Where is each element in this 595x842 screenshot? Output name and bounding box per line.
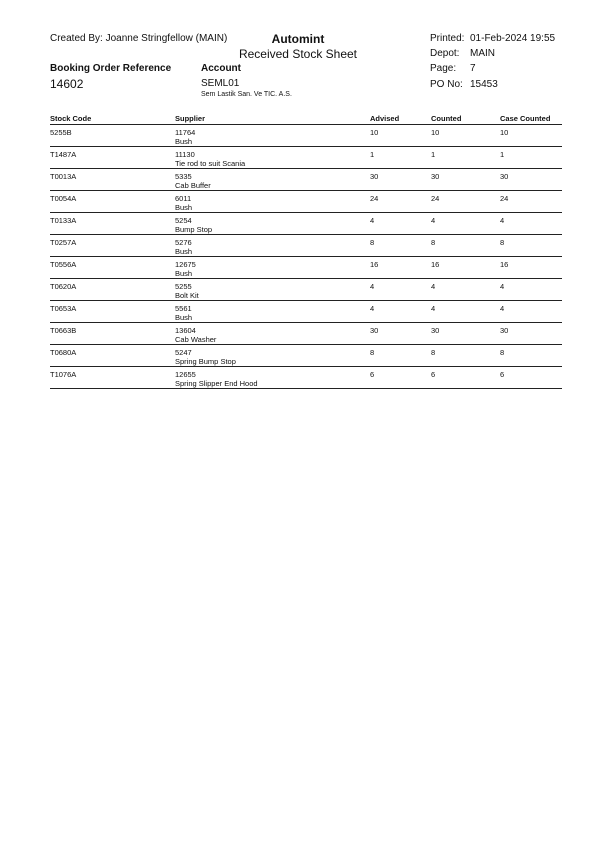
col-supplier: Supplier [175,114,206,123]
item-description: Bump Stop [175,225,213,234]
printed-value: 01-Feb-2024 19:55 [470,33,556,44]
account-name: Sem Lastik San. Ve TIC. A.S. [201,91,292,98]
created-by: Created By: Joanne Stringfellow (MAIN) [50,33,228,44]
col-stock-code: Stock Code [50,114,92,123]
advised-qty: 30 [370,326,379,335]
stock-code: 5255B [50,128,72,137]
stock-code: T0680A [50,348,77,357]
table-row [50,345,562,367]
case-counted-qty: 4 [500,304,505,313]
depot-value: MAIN [470,48,495,59]
item-description: Bolt Kit [175,291,199,300]
table-header [50,113,562,125]
stock-code: T0133A [50,216,77,225]
po-label: PO No: [430,79,463,90]
table-row [50,301,562,323]
case-counted-qty: 30 [500,326,509,335]
col-case-counted: Case Counted [500,114,551,123]
item-description: Bush [175,247,193,256]
case-counted-qty: 24 [500,194,509,203]
page-value: 7 [470,63,476,74]
supplier-code: 5247 [175,348,192,357]
stock-code: T1076A [50,370,77,379]
counted-qty: 24 [431,194,440,203]
case-counted-qty: 8 [500,238,505,247]
stock-code: T0013A [50,172,77,181]
po-value: 15453 [470,79,498,90]
counted-qty: 1 [431,150,436,159]
supplier-code: 12675 [175,260,196,269]
item-description: Bush [175,269,193,278]
stock-code: T0054A [50,194,77,203]
counted-qty: 16 [431,260,440,269]
counted-qty: 4 [431,304,436,313]
stock-code: T0620A [50,282,77,291]
account-code: SEML01 [201,78,240,89]
case-counted-qty: 1 [500,150,505,159]
table-row [50,279,562,301]
case-counted-qty: 8 [500,348,505,357]
supplier-code: 5561 [175,304,192,313]
col-counted: Counted [431,114,462,123]
supplier-code: 5335 [175,172,192,181]
case-counted-qty: 16 [500,260,509,269]
stock-code: T0653A [50,304,77,313]
counted-qty: 8 [431,348,436,357]
advised-qty: 8 [370,348,375,357]
stock-code: T1487A [50,150,77,159]
case-counted-qty: 30 [500,172,509,181]
col-advised: Advised [370,114,400,123]
table-row [50,213,562,235]
advised-qty: 10 [370,128,379,137]
item-description: Bush [175,313,193,322]
counted-qty: 30 [431,172,440,181]
supplier-code: 5254 [175,216,192,225]
item-description: Spring Bump Stop [175,357,236,366]
advised-qty: 8 [370,238,375,247]
stock-code: T0257A [50,238,77,247]
supplier-code: 6011 [175,194,192,203]
advised-qty: 4 [370,216,375,225]
counted-qty: 10 [431,128,440,137]
advised-qty: 6 [370,370,375,379]
counted-qty: 6 [431,370,436,379]
supplier-code: 11130 [175,150,195,159]
table-row [50,169,562,191]
table-row [50,147,562,169]
page-label: Page: [430,63,457,74]
supplier-code: 12655 [175,370,196,379]
table-row [50,257,562,279]
case-counted-qty: 6 [500,370,505,379]
stock-table [50,113,562,389]
counted-qty: 8 [431,238,436,247]
supplier-code: 13604 [175,326,196,335]
supplier-code: 5255 [175,282,192,291]
sheet-title: Received Stock Sheet [238,47,358,61]
advised-qty: 4 [370,304,375,313]
advised-qty: 4 [370,282,375,291]
counted-qty: 4 [431,216,436,225]
table-row [50,323,562,345]
depot-label: Depot: [430,48,460,59]
table-row [50,367,562,389]
company-name: Automint [271,32,325,46]
supplier-code: 11764 [175,128,196,137]
supplier-code: 5276 [175,238,192,247]
case-counted-qty: 4 [500,282,505,291]
advised-qty: 16 [370,260,379,269]
table-row [50,191,562,213]
advised-qty: 1 [370,150,375,159]
table-row [50,235,562,257]
item-description: Spring Slipper End Hood [175,379,258,388]
advised-qty: 30 [370,172,379,181]
account-label: Account [201,63,241,74]
item-description: Cab Washer [175,335,217,344]
stock-code: T0663B [50,326,77,335]
table-row [50,125,562,147]
item-description: Bush [175,203,193,212]
item-description: Cab Buffer [175,181,211,190]
case-counted-qty: 10 [500,128,509,137]
counted-qty: 4 [431,282,436,291]
booking-order-value: 14602 [50,77,84,91]
case-counted-qty: 4 [500,216,505,225]
stock-code: T0556A [50,260,77,269]
booking-order-label: Booking Order Reference [50,63,172,74]
counted-qty: 30 [431,326,440,335]
advised-qty: 24 [370,194,379,203]
item-description: Tie rod to suit Scania [175,159,246,168]
item-description: Bush [175,137,193,146]
printed-label: Printed: [430,33,465,44]
